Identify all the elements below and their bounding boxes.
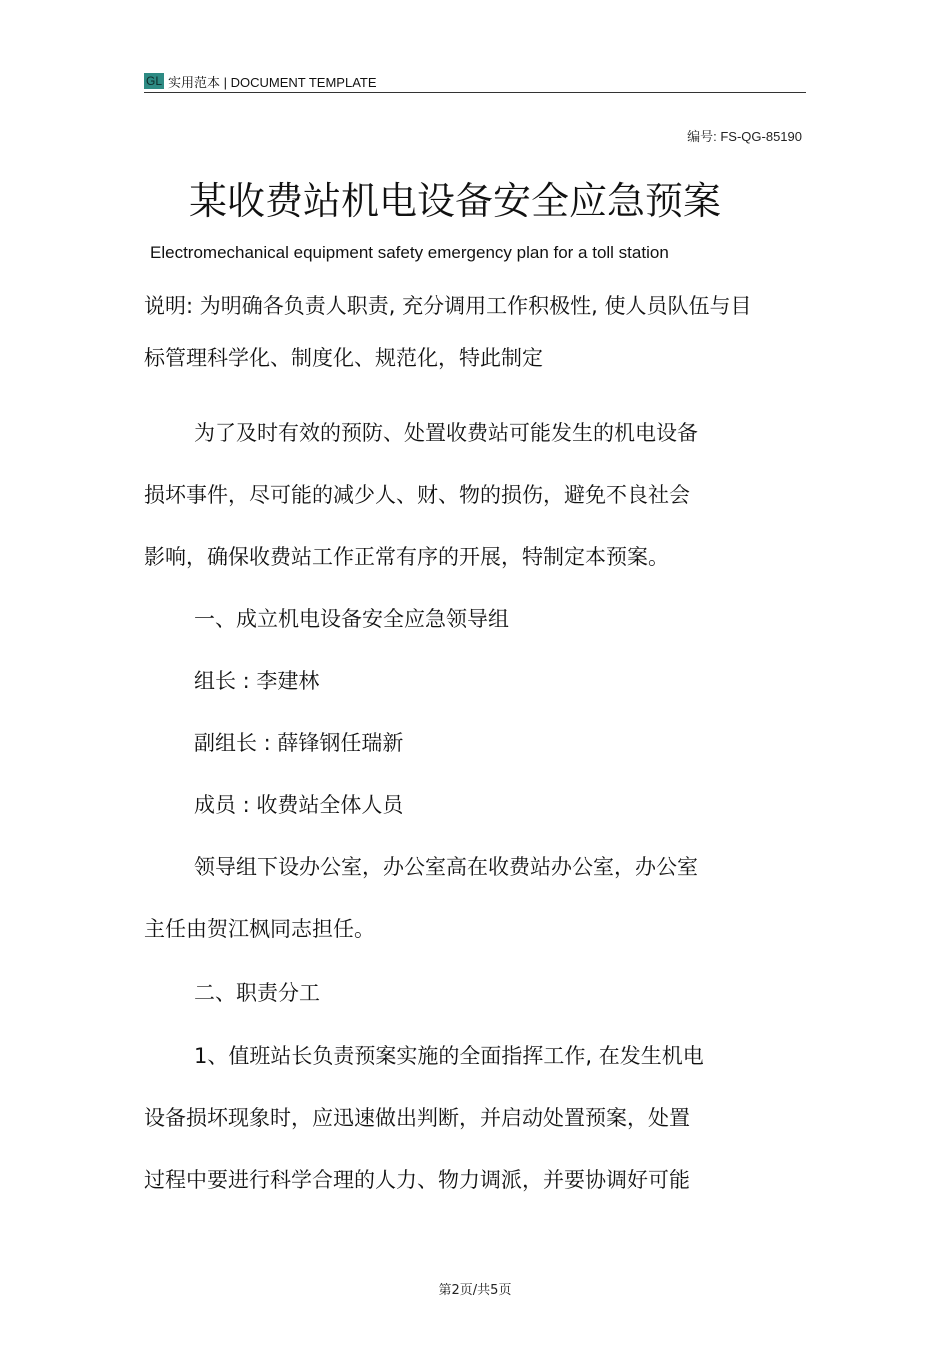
description-line: 标管理科学化、制度化、规范化，特此制定 bbox=[144, 346, 543, 370]
section-heading: 一、成立机电设备安全应急领导组 bbox=[194, 607, 509, 631]
gl-logo: GL bbox=[145, 74, 162, 88]
body-line: 副组长 : 薛锋钢任瑞新 bbox=[194, 731, 404, 755]
document-number: 编号: FS-QG-85190 bbox=[687, 129, 802, 144]
section-heading: 二、职责分工 bbox=[194, 981, 320, 1005]
page-footer: 第2页/共5页 bbox=[438, 1283, 512, 1298]
body-line: 1、值班站长负责预案实施的全面指挥工作, 在发生机电 bbox=[194, 1044, 704, 1068]
description-line: 说明: 为明确各负责人职责, 充分调用工作积极性, 使人员队伍与目 bbox=[144, 294, 752, 318]
body-line: 影响，确保收费站工作正常有序的开展，特制定本预案。 bbox=[144, 545, 669, 569]
document-title: 某收费站机电设备安全应急预案 bbox=[188, 179, 721, 223]
body-line: 成员 : 收费站全体人员 bbox=[194, 793, 404, 817]
header-label: 实用范本 | DOCUMENT TEMPLATE bbox=[168, 75, 377, 90]
document-header bbox=[144, 70, 806, 93]
body-line: 领导组下设办公室，办公室高在收费站办公室，办公室 bbox=[194, 855, 698, 879]
body-line: 为了及时有效的预防、处置收费站可能发生的机电设备 bbox=[194, 421, 698, 445]
body-line: 过程中要进行科学合理的人力、物力调派，并要协调好可能 bbox=[144, 1168, 690, 1192]
body-line: 主任由贺江枫同志担任。 bbox=[144, 917, 375, 941]
body-line: 损坏事件，尽可能的减少人、财、物的损伤，避免不良社会 bbox=[144, 483, 690, 507]
body-line: 组长 : 李建林 bbox=[194, 669, 320, 693]
document-subtitle: Electromechanical equipment safety emergency plan for a toll station bbox=[150, 243, 669, 262]
body-line: 设备损坏现象时，应迅速做出判断，并启动处置预案，处置 bbox=[144, 1106, 690, 1130]
